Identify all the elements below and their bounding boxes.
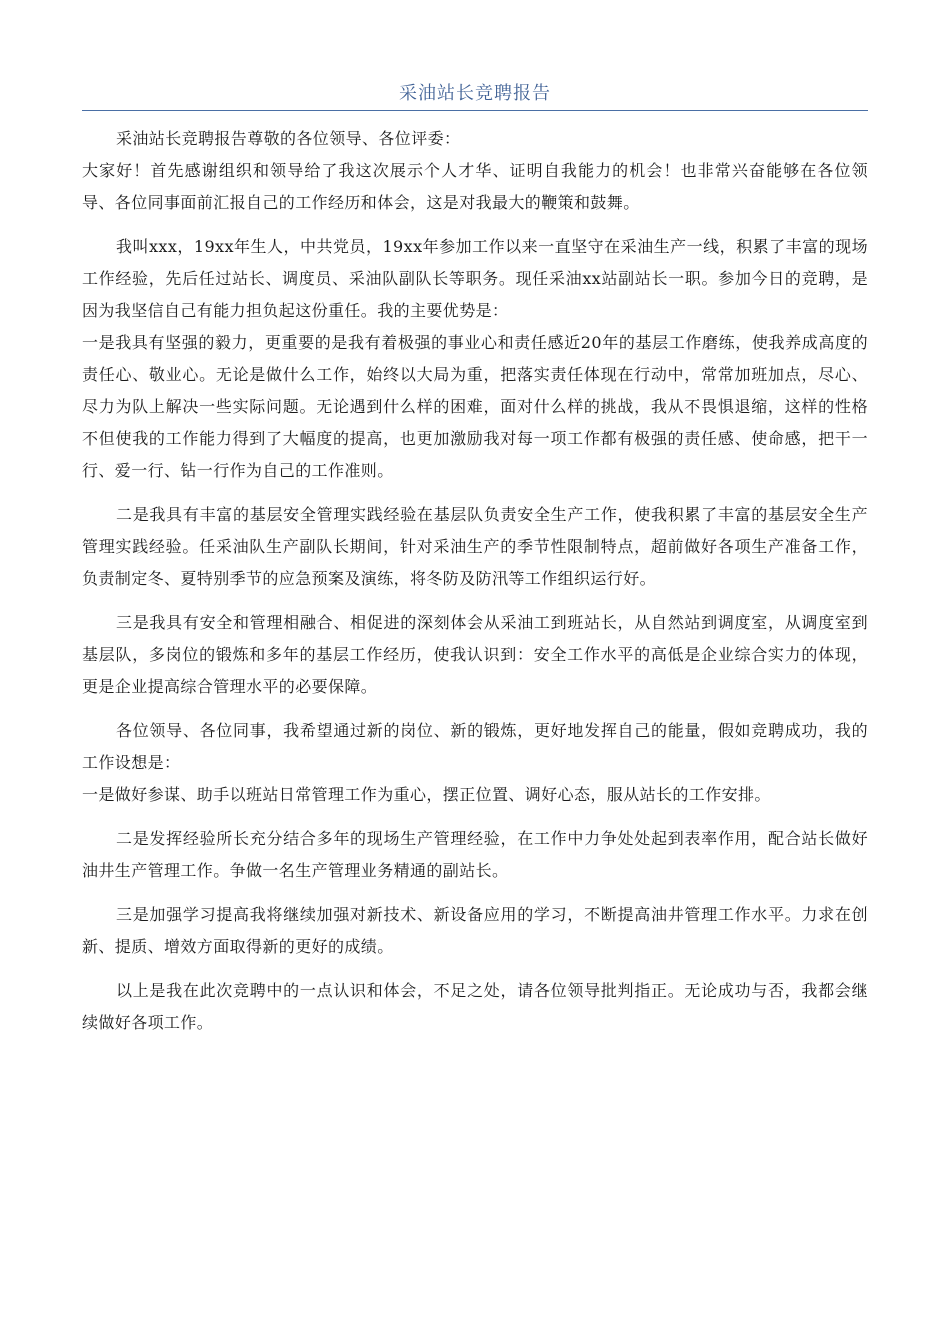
paragraph-work-plan-intro: 各位领导、各位同事，我希望通过新的岗位、新的锻炼，更好地发挥自己的能量，假如竞聘成功，我的工作设想是： <box>82 721 868 772</box>
paragraph-plan-2: 二是发挥经验所长充分结合多年的现场生产管理经验，在工作中力争处处起到表率作用，配合站长做好油井生产管理工作。争做一名生产管理业务精通的副站长。 <box>82 829 868 880</box>
paragraph-plan-1: 一是做好参谋、助手以班站日常管理工作为重心，摆正位置、调好心态，服从站长的工作安排。 <box>82 785 771 804</box>
page-header <box>82 82 868 111</box>
paragraph-greeting: 采油站长竞聘报告尊敬的各位领导、各位评委： <box>116 129 461 148</box>
paragraph-advantage-1: 一是我具有坚强的毅力，更重要的是我有着极强的事业心和责任感近20年的基层工作磨练，使我养成高度的责任心、敬业心。无论是做什么工作，始终以大局为重，把落实责任体现在行动中，常常加班加点，尽心、尽力为队上解决一些实际问题。无论遇到什么样的困难，面对什么样的挑战，我从不畏惧退缩，这样的性格不但使我的工作能力得到了大幅度的提高，也更加激励我对每一项工作都有极强的责任感、使命感，把干一行、爱一行、钻一行作为自己的工作准则。 <box>82 333 868 480</box>
document-body <box>82 123 868 1039</box>
paragraph-intro: 大家好！首先感谢组织和领导给了我这次展示个人才华、证明自我能力的机会！也非常兴奋能够在各位领导、各位同事面前汇报自己的工作经历和体会，这是对我最大的鞭策和鼓舞。 <box>82 161 868 212</box>
paragraph-self-introduction: 我叫xxx，19xx年生人，中共党员，19xx年参加工作以来一直坚守在采油生产一线，积累了丰富的现场工作经验，先后任过站长、调度员、采油队副队长等职务。现任采油xx站副站长一职。参加今日的竞聘，是因为我坚信自己有能力担负起这份重任。我的主要优势是： <box>82 237 868 320</box>
paragraph-advantage-3: 三是我具有安全和管理相融合、相促进的深刻体会从采油工到班站长，从自然站到调度室，从调度室到基层队，多岗位的锻炼和多年的基层工作经历，使我认识到：安全工作水平的高低是企业综合实力的体现，更是企业提高综合管理水平的必要保障。 <box>82 613 868 696</box>
paragraph-advantage-2: 二是我具有丰富的基层安全管理实践经验在基层队负责安全生产工作，使我积累了丰富的基层安全生产管理实践经验。任采油队生产副队长期间，针对采油生产的季节性限制特点，超前做好各项生产准备工作，负责制定冬、夏特别季节的应急预案及演练，将冬防及防汛等工作组织运行好。 <box>82 505 868 588</box>
paragraph-closing: 以上是我在此次竞聘中的一点认识和体会，不足之处，请各位领导批判指正。无论成功与否，我都会继续做好各项工作。 <box>82 981 868 1032</box>
paragraph-plan-3: 三是加强学习提高我将继续加强对新技术、新设备应用的学习，不断提高油井管理工作水平。力求在创新、提质、增效方面取得新的更好的成绩。 <box>82 905 868 956</box>
document-title: 采油站长竞聘报告 <box>399 83 551 104</box>
